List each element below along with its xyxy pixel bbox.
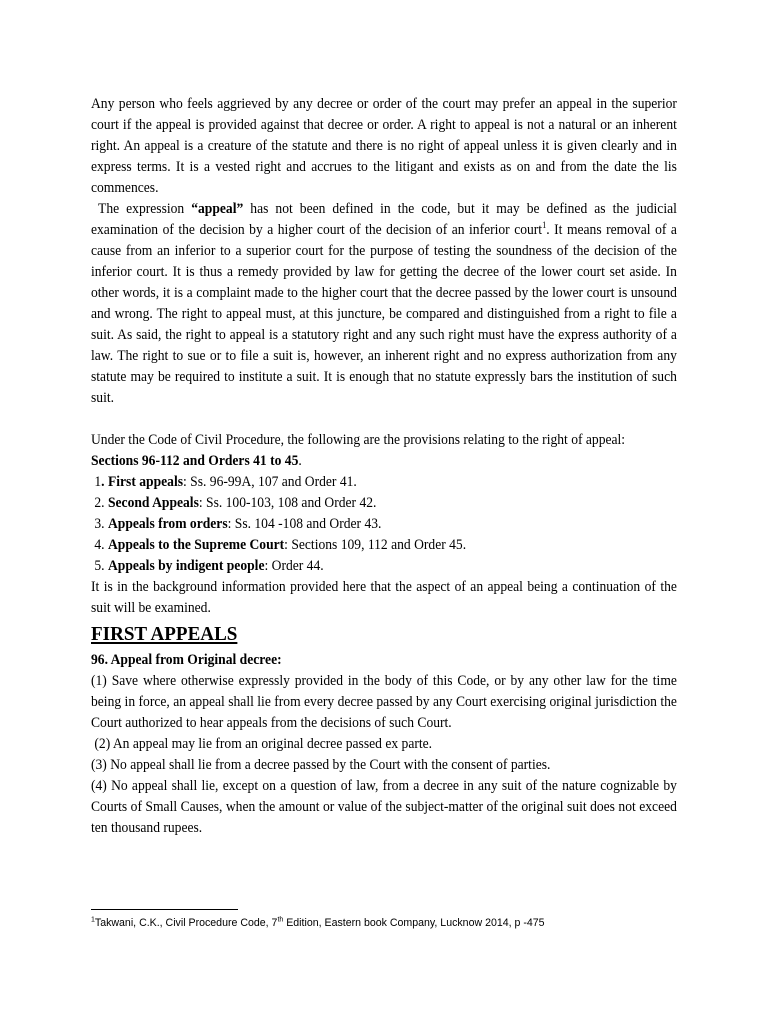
- sections-range: Sections 96-112 and Orders 41 to 45: [91, 453, 299, 469]
- clause-4: (4) No appeal shall lie, except on a question of law, from a decree in any suit of the nature cognizable by Courts of Small Causes, when the amount or value of the subject-matter of the original suit does not exceed ten thousand rupees.: [91, 778, 677, 836]
- clause-1: (1) Save where otherwise expressly provided in the body of this Code, or by any other law for the time being in force, an appeal shall lie from every decree passed by any Court exercising original jurisdiction the Court authorized to hear appeals from the decisions of such Court.: [91, 673, 677, 731]
- document-body: [91, 94, 677, 839]
- sections-line: Sections 96-112 and Orders 41 to 45.: [91, 453, 302, 469]
- p2-text-b: has not been defined in the code, but it may be defined as the judicial examination of the decision by a higher court of the decision of an inferior court: [91, 201, 677, 238]
- appeal-term: “appeal”: [191, 201, 244, 217]
- footnote: $^1$Takwani, C.K., Civil Procedure Code, 7th Edition, Eastern book Company, Lucknow 2014, p -475: [91, 916, 545, 929]
- provision-item: 5. Appeals by indigent people: Order 44.: [91, 558, 324, 574]
- footnote-reference: 1: [542, 220, 547, 231]
- footnote-divider: [91, 909, 238, 910]
- section-title: 96. Appeal from Original decree:: [91, 652, 282, 668]
- provisions-list: [91, 472, 677, 577]
- provisions-intro: Under the Code of Civil Procedure, the following are the provisions relating to the right of appeal:: [91, 432, 626, 448]
- provision-item: 2. Second Appeals: Ss. 100-103, 108 and Order 42.: [91, 495, 377, 511]
- section-heading: FIRST APPEALS: [91, 623, 238, 645]
- provisions-closing: It is in the background information provided here that the aspect of an appeal being a continuation of the suit will be examined.: [91, 579, 677, 616]
- provision-item: 3. Appeals from orders: Ss. 104 -108 and Order 43.: [91, 516, 382, 532]
- provision-item: 4. Appeals to the Supreme Court: Sections 109, 112 and Order 45.: [91, 537, 467, 553]
- p2-text-a: The expression: [98, 201, 192, 217]
- provision-item: 1. First appeals: Ss. 96-99A, 107 and Order 41.: [91, 474, 357, 490]
- intro-paragraph-1: Any person who feels aggrieved by any decree or order of the court may prefer an appeal in the superior court if the appeal is provided against that decree or order. A right to appeal is not a natural or an inherent right. An appeal is a creature of the statute and there is no right of appeal unless it is given clearly and in express terms. It is a vested right and accrues to the litigant and exists as on and from the date the lis commences.: [91, 96, 677, 196]
- p2-text-c: . It means removal of a cause from an inferior to a superior court for the purpose of testing the soundness of the decision of the inferior court. It is thus a remedy provided by law for getting the decree of the lower court set aside. In other words, it is a complaint made to the higher court that the decree passed by the lower court is unsound and wrong. The right to appeal must, at this juncture, be compared and distinguished from a right to file a suit. As said, the right to appeal is a statutory right and any such right must have the express authority of a law. The right to sue or to file a suit is, however, an inherent right and no express authorization from any statute may be required to institute a suit. It is enough that no statute expressly bars the institution of such suit.: [91, 222, 677, 406]
- intro-paragraph-2: [91, 199, 677, 409]
- clause-2: (2) An appeal may lie from an original decree passed ex parte.: [91, 736, 433, 752]
- clause-3: (3) No appeal shall lie from a decree passed by the Court with the consent of parties.: [91, 757, 551, 773]
